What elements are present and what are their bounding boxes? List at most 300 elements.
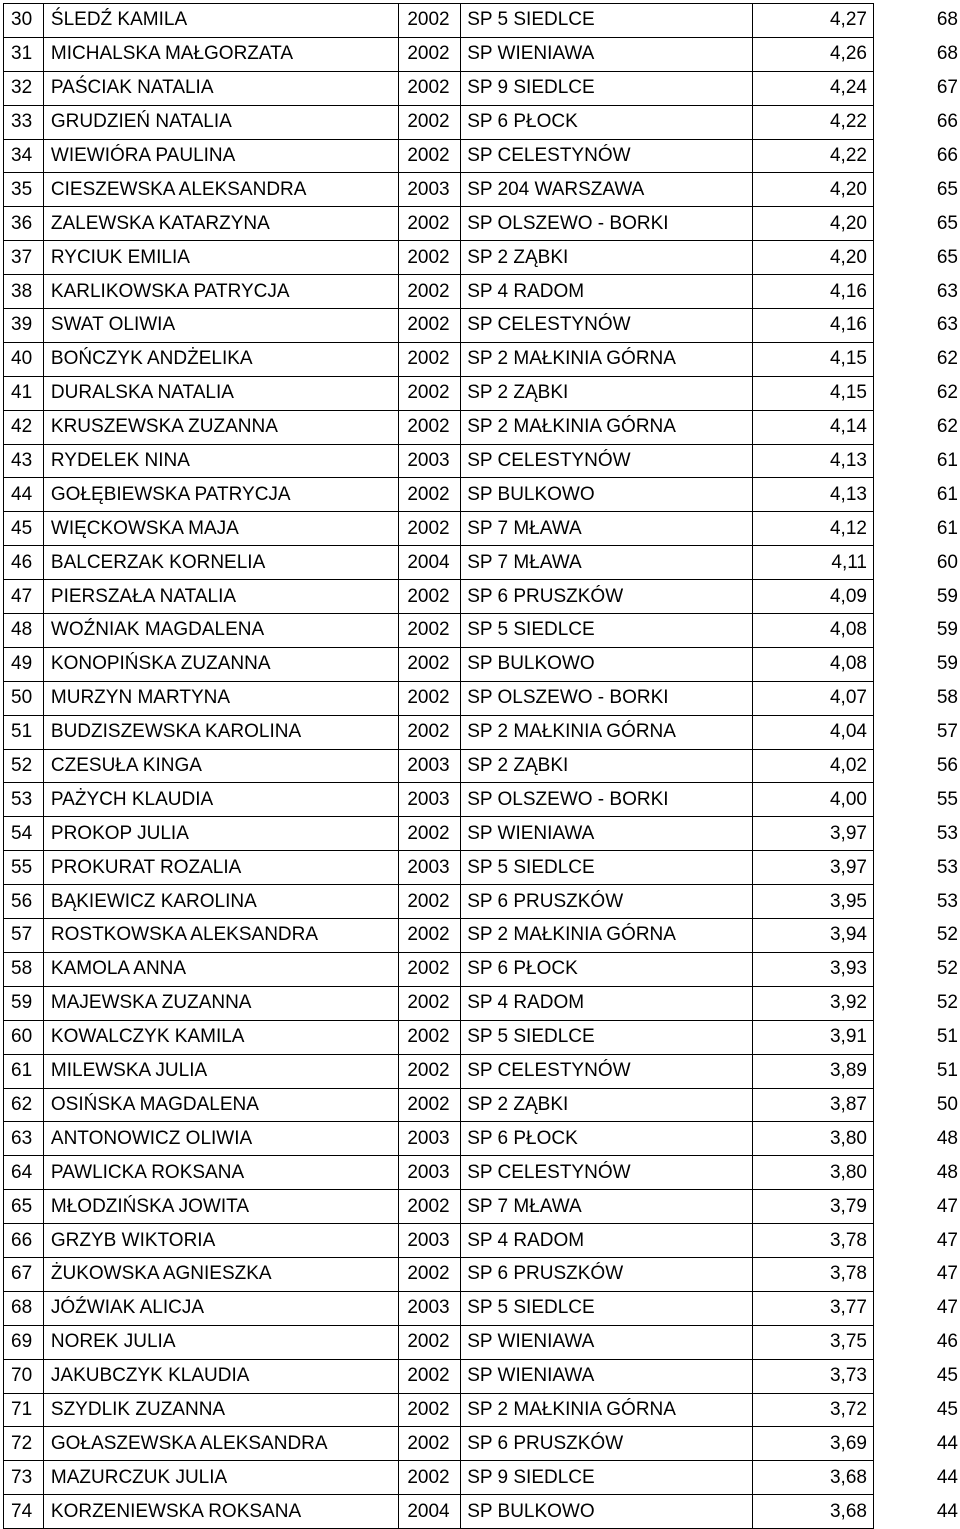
result-cell: 3,68 [752, 1461, 873, 1495]
school-cell: SP CELESTYNÓW [461, 444, 752, 478]
place-cell: 71 [4, 1393, 44, 1427]
birth-year-cell: 2002 [399, 207, 461, 241]
birth-year-cell: 2002 [399, 614, 461, 648]
points-cell: 55 [873, 783, 960, 817]
school-cell: SP 2 MAŁKINIA GÓRNA [461, 919, 752, 953]
place-cell: 47 [4, 580, 44, 614]
result-cell: 4,00 [752, 783, 873, 817]
place-cell: 57 [4, 919, 44, 953]
birth-year-cell: 2002 [399, 1190, 461, 1224]
athlete-name-cell: MILEWSKA JULIA [43, 1054, 398, 1088]
table-row [4, 546, 960, 580]
table-row [4, 715, 960, 749]
birth-year-cell: 2002 [399, 1359, 461, 1393]
place-cell: 69 [4, 1325, 44, 1359]
result-cell: 4,02 [752, 749, 873, 783]
athlete-name-cell: DURALSKA NATALIA [43, 376, 398, 410]
school-cell: SP 5 SIEDLCE [461, 4, 752, 38]
school-cell: SP 6 PRUSZKÓW [461, 1257, 752, 1291]
place-cell: 60 [4, 1020, 44, 1054]
athlete-name-cell: WIEWIÓRA PAULINA [43, 139, 398, 173]
table-row [4, 1359, 960, 1393]
result-cell: 4,08 [752, 614, 873, 648]
athlete-name-cell: JÓŹWIAK ALICJA [43, 1291, 398, 1325]
result-cell: 4,13 [752, 444, 873, 478]
school-cell: SP 5 SIEDLCE [461, 1291, 752, 1325]
place-cell: 31 [4, 37, 44, 71]
table-row [4, 1156, 960, 1190]
points-cell: 61 [873, 444, 960, 478]
points-cell: 59 [873, 614, 960, 648]
points-cell: 62 [873, 410, 960, 444]
athlete-name-cell: GRZYB WIKTORIA [43, 1224, 398, 1258]
school-cell: SP 5 SIEDLCE [461, 1020, 752, 1054]
athlete-name-cell: GOŁASZEWSKA ALEKSANDRA [43, 1427, 398, 1461]
table-row [4, 1461, 960, 1495]
athlete-name-cell: SZYDLIK ZUZANNA [43, 1393, 398, 1427]
school-cell: SP CELESTYNÓW [461, 1156, 752, 1190]
place-cell: 65 [4, 1190, 44, 1224]
result-cell: 3,97 [752, 817, 873, 851]
table-row [4, 851, 960, 885]
points-cell: 47 [873, 1291, 960, 1325]
school-cell: SP 2 ZĄBKI [461, 376, 752, 410]
birth-year-cell: 2002 [399, 1427, 461, 1461]
points-cell: 63 [873, 309, 960, 343]
table-row [4, 580, 960, 614]
athlete-name-cell: PAŚCIAK NATALIA [43, 71, 398, 105]
school-cell: SP OLSZEWO - BORKI [461, 207, 752, 241]
result-cell: 3,75 [752, 1325, 873, 1359]
birth-year-cell: 2002 [399, 241, 461, 275]
table-row [4, 783, 960, 817]
athlete-name-cell: BUDZISZEWSKA KAROLINA [43, 715, 398, 749]
athlete-name-cell: GRUDZIEŃ NATALIA [43, 105, 398, 139]
athlete-name-cell: WIĘCKOWSKA MAJA [43, 512, 398, 546]
birth-year-cell: 2002 [399, 512, 461, 546]
table-row [4, 817, 960, 851]
birth-year-cell: 2003 [399, 1291, 461, 1325]
result-cell: 3,80 [752, 1156, 873, 1190]
result-cell: 3,78 [752, 1224, 873, 1258]
result-cell: 4,16 [752, 309, 873, 343]
points-cell: 57 [873, 715, 960, 749]
place-cell: 66 [4, 1224, 44, 1258]
school-cell: SP 4 RADOM [461, 986, 752, 1020]
result-cell: 3,91 [752, 1020, 873, 1054]
athlete-name-cell: ANTONOWICZ OLIWIA [43, 1122, 398, 1156]
athlete-name-cell: KRUSZEWSKA ZUZANNA [43, 410, 398, 444]
birth-year-cell: 2002 [399, 37, 461, 71]
birth-year-cell: 2003 [399, 749, 461, 783]
points-cell: 52 [873, 986, 960, 1020]
athlete-name-cell: ROSTKOWSKA ALEKSANDRA [43, 919, 398, 953]
table-row [4, 37, 960, 71]
result-cell: 3,87 [752, 1088, 873, 1122]
athlete-name-cell: KAMOLA ANNA [43, 952, 398, 986]
birth-year-cell: 2002 [399, 410, 461, 444]
athlete-name-cell: PAWLICKA ROKSANA [43, 1156, 398, 1190]
place-cell: 68 [4, 1291, 44, 1325]
points-cell: 62 [873, 376, 960, 410]
school-cell: SP 2 MAŁKINIA GÓRNA [461, 410, 752, 444]
birth-year-cell: 2002 [399, 139, 461, 173]
athlete-name-cell: WOŹNIAK MAGDALENA [43, 614, 398, 648]
school-cell: SP 6 PŁOCK [461, 105, 752, 139]
athlete-name-cell: OSIŃSKA MAGDALENA [43, 1088, 398, 1122]
table-row [4, 139, 960, 173]
result-cell: 4,15 [752, 376, 873, 410]
result-cell: 3,73 [752, 1359, 873, 1393]
school-cell: SP 6 PRUSZKÓW [461, 1427, 752, 1461]
result-cell: 3,94 [752, 919, 873, 953]
birth-year-cell: 2003 [399, 173, 461, 207]
table-row [4, 207, 960, 241]
table-row [4, 410, 960, 444]
birth-year-cell: 2002 [399, 986, 461, 1020]
school-cell: SP OLSZEWO - BORKI [461, 681, 752, 715]
place-cell: 67 [4, 1257, 44, 1291]
birth-year-cell: 2002 [399, 1054, 461, 1088]
table-row [4, 173, 960, 207]
place-cell: 42 [4, 410, 44, 444]
points-cell: 52 [873, 952, 960, 986]
table-row [4, 1054, 960, 1088]
athlete-name-cell: RYCIUK EMILIA [43, 241, 398, 275]
athlete-name-cell: MICHALSKA MAŁGORZATA [43, 37, 398, 71]
points-cell: 47 [873, 1190, 960, 1224]
table-row [4, 1088, 960, 1122]
place-cell: 33 [4, 105, 44, 139]
school-cell: SP 6 PRUSZKÓW [461, 580, 752, 614]
points-cell: 59 [873, 647, 960, 681]
birth-year-cell: 2002 [399, 1325, 461, 1359]
points-cell: 51 [873, 1020, 960, 1054]
athlete-name-cell: SWAT OLIWIA [43, 309, 398, 343]
athlete-name-cell: MURZYN MARTYNA [43, 681, 398, 715]
athlete-name-cell: MŁODZIŃSKA JOWITA [43, 1190, 398, 1224]
place-cell: 70 [4, 1359, 44, 1393]
birth-year-cell: 2004 [399, 1495, 461, 1529]
athlete-name-cell: BALCERZAK KORNELIA [43, 546, 398, 580]
points-cell: 62 [873, 342, 960, 376]
athlete-name-cell: PAŻYCH KLAUDIA [43, 783, 398, 817]
birth-year-cell: 2003 [399, 783, 461, 817]
birth-year-cell: 2002 [399, 1088, 461, 1122]
table-row [4, 1427, 960, 1461]
table-row [4, 614, 960, 648]
school-cell: SP BULKOWO [461, 647, 752, 681]
result-cell: 4,11 [752, 546, 873, 580]
points-cell: 63 [873, 275, 960, 309]
athlete-name-cell: ŚLEDŹ KAMILA [43, 4, 398, 38]
table-row [4, 1291, 960, 1325]
place-cell: 39 [4, 309, 44, 343]
points-cell: 61 [873, 512, 960, 546]
birth-year-cell: 2002 [399, 275, 461, 309]
table-row [4, 1257, 960, 1291]
school-cell: SP 2 MAŁKINIA GÓRNA [461, 715, 752, 749]
place-cell: 32 [4, 71, 44, 105]
school-cell: SP CELESTYNÓW [461, 1054, 752, 1088]
points-cell: 53 [873, 851, 960, 885]
place-cell: 41 [4, 376, 44, 410]
place-cell: 61 [4, 1054, 44, 1088]
school-cell: SP 2 ZĄBKI [461, 1088, 752, 1122]
athlete-name-cell: RYDELEK NINA [43, 444, 398, 478]
table-row [4, 885, 960, 919]
points-cell: 48 [873, 1122, 960, 1156]
school-cell: SP CELESTYNÓW [461, 309, 752, 343]
result-cell: 4,24 [752, 71, 873, 105]
place-cell: 59 [4, 986, 44, 1020]
points-cell: 61 [873, 478, 960, 512]
birth-year-cell: 2002 [399, 647, 461, 681]
table-row [4, 681, 960, 715]
birth-year-cell: 2003 [399, 1122, 461, 1156]
place-cell: 72 [4, 1427, 44, 1461]
school-cell: SP 6 PRUSZKÓW [461, 885, 752, 919]
points-cell: 51 [873, 1054, 960, 1088]
points-cell: 45 [873, 1359, 960, 1393]
result-cell: 3,93 [752, 952, 873, 986]
result-cell: 3,95 [752, 885, 873, 919]
table-row [4, 444, 960, 478]
result-cell: 3,78 [752, 1257, 873, 1291]
points-cell: 59 [873, 580, 960, 614]
points-cell: 44 [873, 1461, 960, 1495]
points-cell: 47 [873, 1224, 960, 1258]
points-cell: 46 [873, 1325, 960, 1359]
points-cell: 67 [873, 71, 960, 105]
place-cell: 46 [4, 546, 44, 580]
athlete-name-cell: BĄKIEWICZ KAROLINA [43, 885, 398, 919]
place-cell: 58 [4, 952, 44, 986]
points-cell: 56 [873, 749, 960, 783]
school-cell: SP 9 SIEDLCE [461, 71, 752, 105]
result-cell: 4,20 [752, 173, 873, 207]
athlete-name-cell: ZALEWSKA KATARZYNA [43, 207, 398, 241]
school-cell: SP 5 SIEDLCE [461, 614, 752, 648]
school-cell: SP BULKOWO [461, 1495, 752, 1529]
table-row [4, 105, 960, 139]
birth-year-cell: 2003 [399, 444, 461, 478]
place-cell: 56 [4, 885, 44, 919]
school-cell: SP WIENIAWA [461, 817, 752, 851]
athlete-name-cell: CZESUŁA KINGA [43, 749, 398, 783]
table-row [4, 4, 960, 38]
place-cell: 73 [4, 1461, 44, 1495]
points-cell: 53 [873, 885, 960, 919]
result-cell: 3,97 [752, 851, 873, 885]
place-cell: 34 [4, 139, 44, 173]
result-cell: 3,80 [752, 1122, 873, 1156]
points-cell: 60 [873, 546, 960, 580]
school-cell: SP 7 MŁAWA [461, 1190, 752, 1224]
table-row [4, 1224, 960, 1258]
birth-year-cell: 2002 [399, 952, 461, 986]
result-cell: 3,72 [752, 1393, 873, 1427]
result-cell: 4,09 [752, 580, 873, 614]
result-cell: 4,08 [752, 647, 873, 681]
birth-year-cell: 2002 [399, 885, 461, 919]
points-cell: 66 [873, 105, 960, 139]
result-cell: 4,22 [752, 139, 873, 173]
school-cell: SP 2 MAŁKINIA GÓRNA [461, 1393, 752, 1427]
athlete-name-cell: MAZURCZUK JULIA [43, 1461, 398, 1495]
birth-year-cell: 2002 [399, 919, 461, 953]
table-row [4, 986, 960, 1020]
place-cell: 55 [4, 851, 44, 885]
school-cell: SP 4 RADOM [461, 275, 752, 309]
table-row [4, 512, 960, 546]
table-row [4, 1190, 960, 1224]
place-cell: 44 [4, 478, 44, 512]
result-cell: 4,14 [752, 410, 873, 444]
athlete-name-cell: NOREK JULIA [43, 1325, 398, 1359]
school-cell: SP 2 MAŁKINIA GÓRNA [461, 342, 752, 376]
school-cell: SP 2 ZĄBKI [461, 241, 752, 275]
place-cell: 52 [4, 749, 44, 783]
results-table-body [4, 4, 960, 1529]
table-row [4, 952, 960, 986]
place-cell: 62 [4, 1088, 44, 1122]
athlete-name-cell: PROKOP JULIA [43, 817, 398, 851]
result-cell: 4,13 [752, 478, 873, 512]
table-row [4, 71, 960, 105]
table-row [4, 919, 960, 953]
table-row [4, 647, 960, 681]
athlete-name-cell: MAJEWSKA ZUZANNA [43, 986, 398, 1020]
school-cell: SP 2 ZĄBKI [461, 749, 752, 783]
points-cell: 65 [873, 207, 960, 241]
table-row [4, 241, 960, 275]
points-cell: 65 [873, 173, 960, 207]
place-cell: 43 [4, 444, 44, 478]
table-row [4, 1122, 960, 1156]
result-cell: 3,69 [752, 1427, 873, 1461]
athlete-name-cell: GOŁĘBIEWSKA PATRYCJA [43, 478, 398, 512]
birth-year-cell: 2002 [399, 1257, 461, 1291]
place-cell: 48 [4, 614, 44, 648]
school-cell: SP BULKOWO [461, 478, 752, 512]
place-cell: 30 [4, 4, 44, 38]
table-row [4, 1020, 960, 1054]
birth-year-cell: 2002 [399, 817, 461, 851]
result-cell: 4,20 [752, 207, 873, 241]
school-cell: SP 9 SIEDLCE [461, 1461, 752, 1495]
athlete-name-cell: BOŃCZYK ANDŻELIKA [43, 342, 398, 376]
athlete-name-cell: CIESZEWSKA ALEKSANDRA [43, 173, 398, 207]
result-cell: 4,26 [752, 37, 873, 71]
points-cell: 44 [873, 1495, 960, 1529]
result-cell: 4,22 [752, 105, 873, 139]
result-cell: 4,04 [752, 715, 873, 749]
school-cell: SP 6 PŁOCK [461, 952, 752, 986]
result-cell: 4,15 [752, 342, 873, 376]
school-cell: SP 7 MŁAWA [461, 546, 752, 580]
birth-year-cell: 2003 [399, 1156, 461, 1190]
place-cell: 53 [4, 783, 44, 817]
school-cell: SP 5 SIEDLCE [461, 851, 752, 885]
points-cell: 50 [873, 1088, 960, 1122]
result-cell: 4,07 [752, 681, 873, 715]
table-row [4, 1495, 960, 1529]
birth-year-cell: 2003 [399, 851, 461, 885]
points-cell: 68 [873, 37, 960, 71]
place-cell: 63 [4, 1122, 44, 1156]
points-cell: 66 [873, 139, 960, 173]
place-cell: 45 [4, 512, 44, 546]
athlete-name-cell: PIERSZAŁA NATALIA [43, 580, 398, 614]
table-row [4, 309, 960, 343]
school-cell: SP 204 WARSZAWA [461, 173, 752, 207]
birth-year-cell: 2002 [399, 376, 461, 410]
birth-year-cell: 2003 [399, 1224, 461, 1258]
birth-year-cell: 2004 [399, 546, 461, 580]
birth-year-cell: 2002 [399, 478, 461, 512]
table-row [4, 275, 960, 309]
points-cell: 44 [873, 1427, 960, 1461]
table-row [4, 1325, 960, 1359]
school-cell: SP 4 RADOM [461, 1224, 752, 1258]
birth-year-cell: 2002 [399, 1461, 461, 1495]
school-cell: SP 7 MŁAWA [461, 512, 752, 546]
place-cell: 54 [4, 817, 44, 851]
place-cell: 38 [4, 275, 44, 309]
athlete-name-cell: KARLIKOWSKA PATRYCJA [43, 275, 398, 309]
birth-year-cell: 2002 [399, 342, 461, 376]
table-row [4, 478, 960, 512]
birth-year-cell: 2002 [399, 681, 461, 715]
school-cell: SP 6 PŁOCK [461, 1122, 752, 1156]
school-cell: SP WIENIAWA [461, 1359, 752, 1393]
school-cell: SP WIENIAWA [461, 37, 752, 71]
birth-year-cell: 2002 [399, 1020, 461, 1054]
result-cell: 3,79 [752, 1190, 873, 1224]
birth-year-cell: 2002 [399, 4, 461, 38]
place-cell: 36 [4, 207, 44, 241]
athlete-name-cell: KORZENIEWSKA ROKSANA [43, 1495, 398, 1529]
place-cell: 40 [4, 342, 44, 376]
points-cell: 58 [873, 681, 960, 715]
place-cell: 74 [4, 1495, 44, 1529]
birth-year-cell: 2002 [399, 715, 461, 749]
place-cell: 51 [4, 715, 44, 749]
athlete-name-cell: ŻUKOWSKA AGNIESZKA [43, 1257, 398, 1291]
place-cell: 64 [4, 1156, 44, 1190]
athlete-name-cell: PROKURAT ROZALIA [43, 851, 398, 885]
result-cell: 4,27 [752, 4, 873, 38]
birth-year-cell: 2002 [399, 580, 461, 614]
athlete-name-cell: JAKUBCZYK KLAUDIA [43, 1359, 398, 1393]
points-cell: 45 [873, 1393, 960, 1427]
place-cell: 49 [4, 647, 44, 681]
results-table [3, 3, 960, 1529]
result-cell: 3,77 [752, 1291, 873, 1325]
points-cell: 47 [873, 1257, 960, 1291]
points-cell: 48 [873, 1156, 960, 1190]
school-cell: SP WIENIAWA [461, 1325, 752, 1359]
birth-year-cell: 2002 [399, 309, 461, 343]
points-cell: 65 [873, 241, 960, 275]
table-row [4, 749, 960, 783]
place-cell: 37 [4, 241, 44, 275]
athlete-name-cell: KONOPIŃSKA ZUZANNA [43, 647, 398, 681]
athlete-name-cell: KOWALCZYK KAMILA [43, 1020, 398, 1054]
table-row [4, 342, 960, 376]
result-cell: 4,12 [752, 512, 873, 546]
